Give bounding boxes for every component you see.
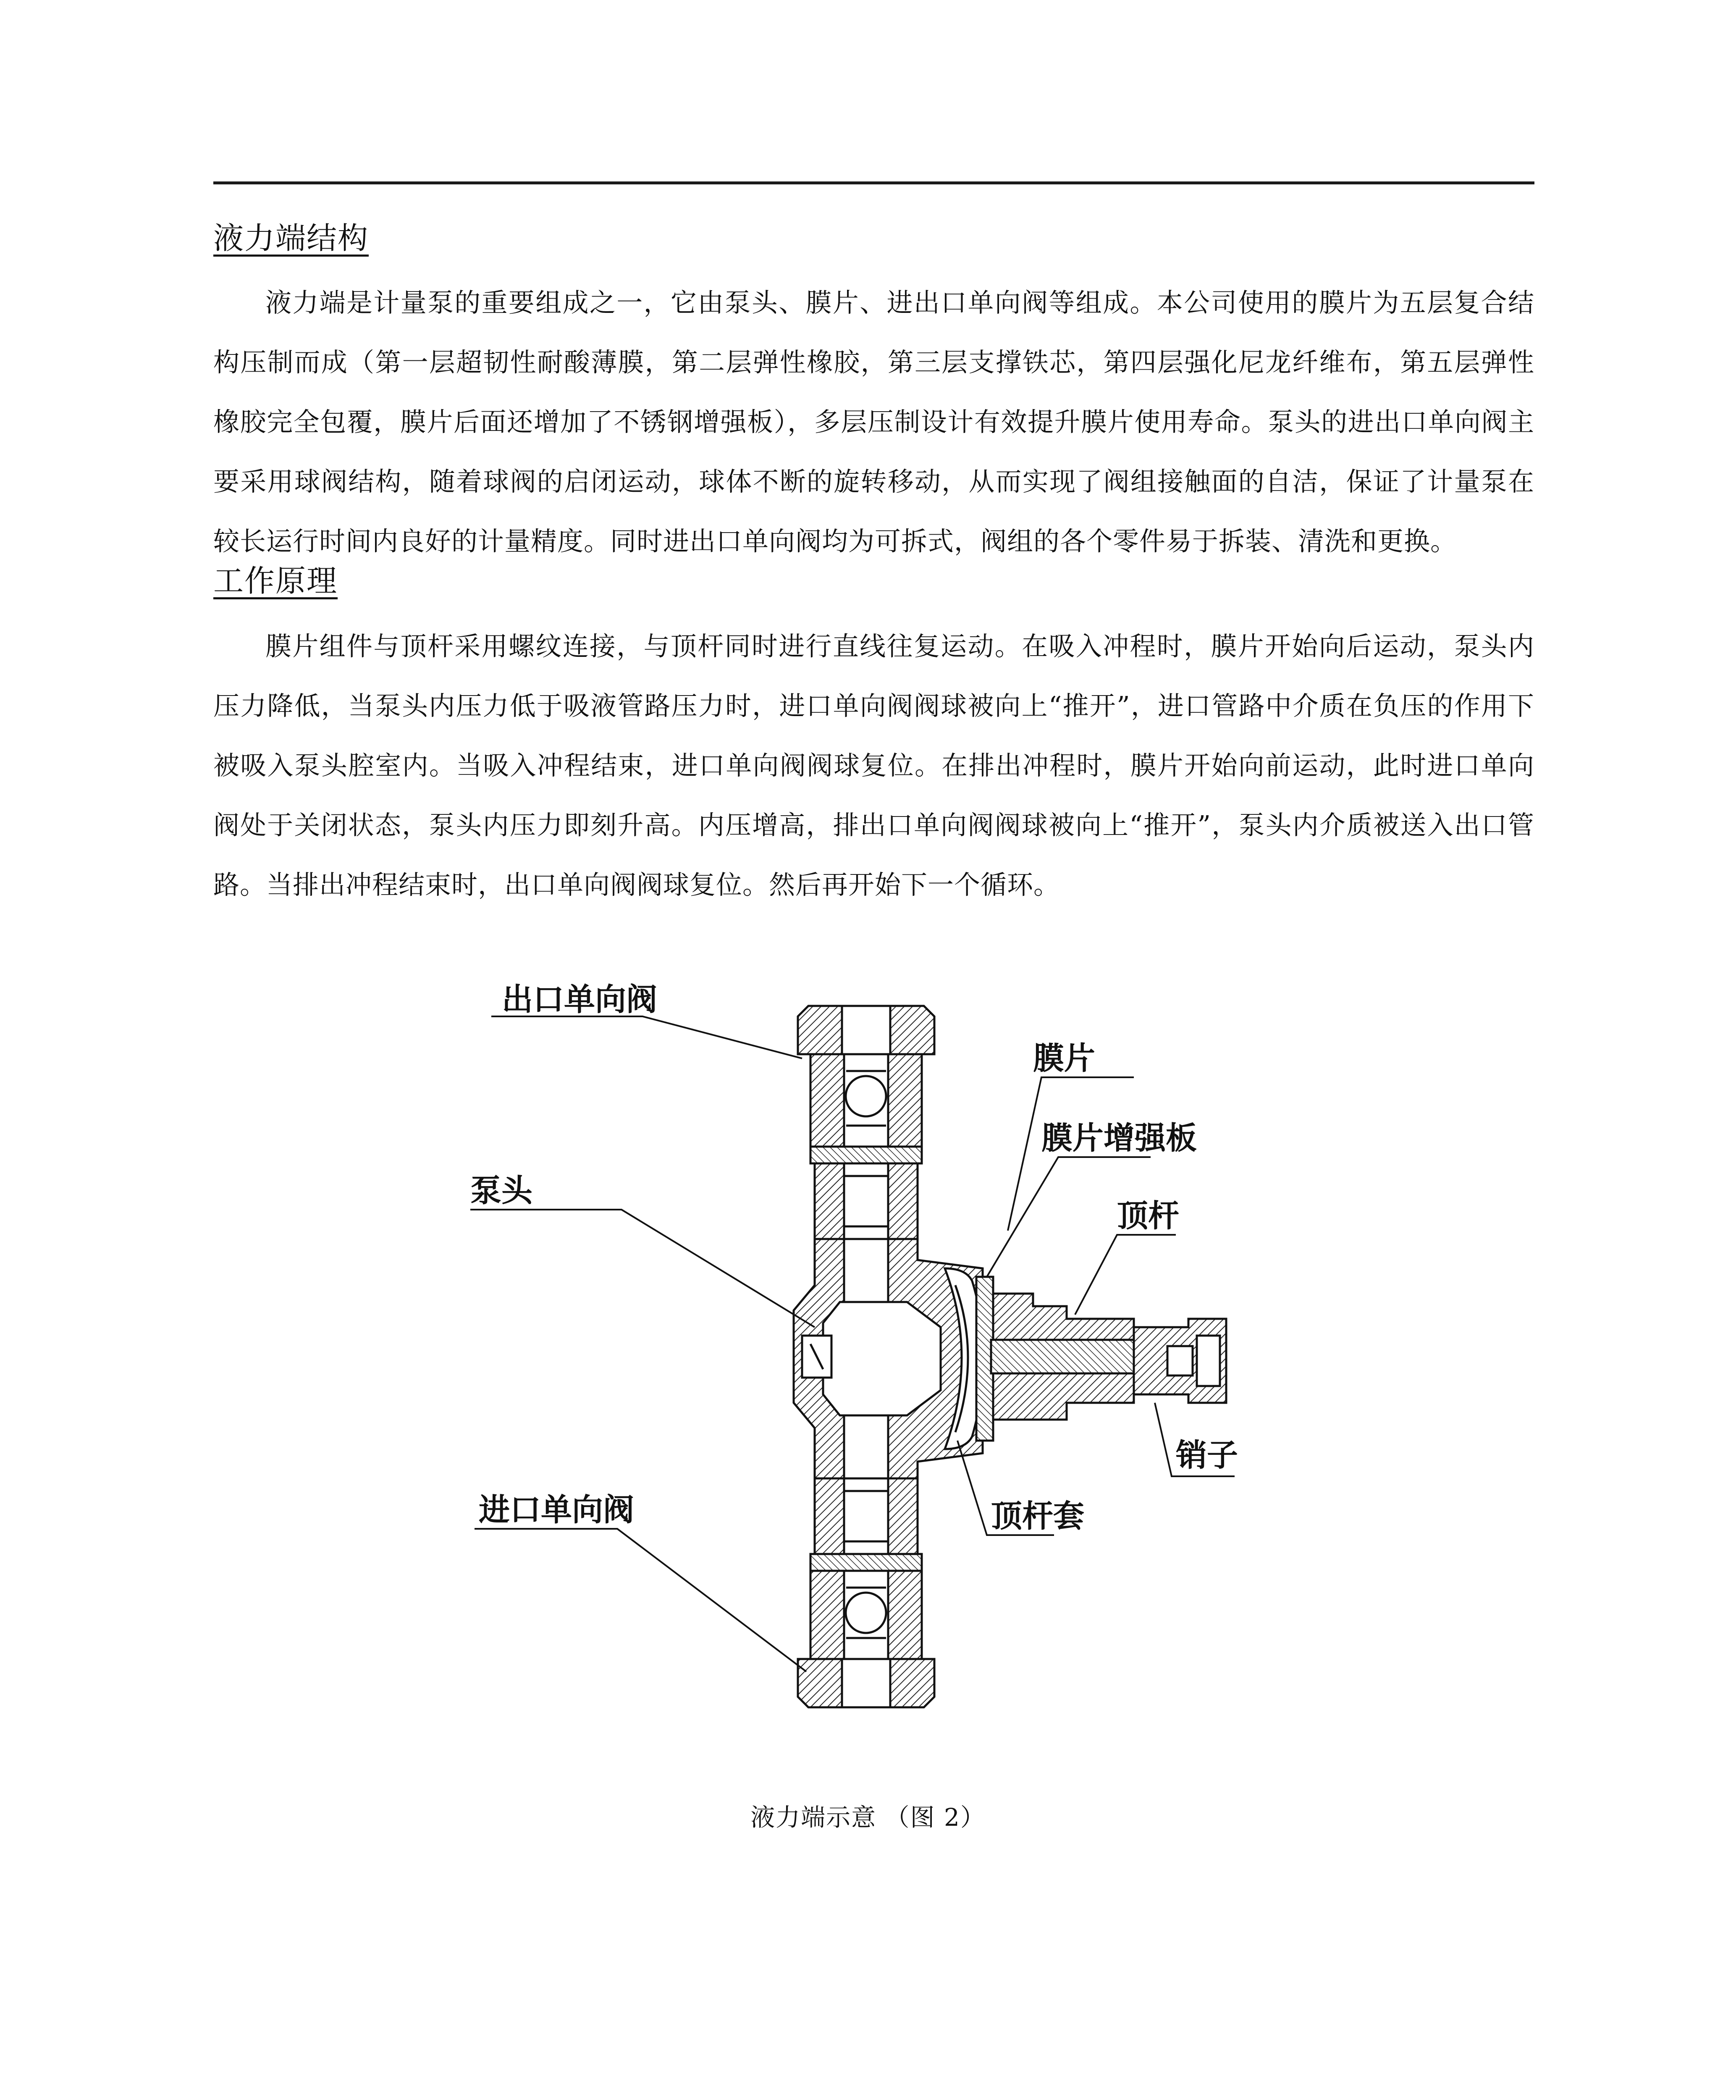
section-heading-structure: 液力端结构 — [213, 220, 369, 256]
section-heading-principle: 工作原理 — [213, 563, 338, 598]
figure-caption: 液力端示意 （图 2） — [750, 1803, 986, 1832]
label-pump-head: 泵头 — [470, 1173, 532, 1209]
header-rule — [213, 181, 1534, 184]
section-paragraph-structure: 液力端是计量泵的重要组成之一，它由泵头、膜片、进出口单向阀等组成。本公司使用的膜片为五层复合结构压制而成（第一层超韧性耐酸薄膜，第二层弹性橡胶，第三层支撑铁芯，第四层强化尼龙纤维布，第五层弹性橡胶完全包覆，膜片后面还增加了不锈钢增强板），多层压制设计有效提升膜片使用寿命。泵头的进出口单向阀主要采用球阀结构，随着球阀的启闭运动，球体不断的旋转移动，从而实现了阀组接触面的自洁，保证了计量泵在较长运行时间内良好的计量精度。同时进出口单向阀均为可拆式，阀组的各个零件易于拆装、清洗和更换。 — [213, 287, 1534, 556]
inlet-valve-drawing — [798, 1478, 934, 1707]
label-inlet-valve: 进口单向阀 — [479, 1492, 634, 1528]
hydraulic-end-diagram — [462, 958, 1285, 1772]
push-rod-drawing — [991, 1294, 1226, 1420]
label-outlet-valve: 出口单向阀 — [502, 982, 657, 1018]
label-push-rod: 顶杆 — [1117, 1198, 1179, 1234]
outlet-valve-drawing — [798, 1006, 934, 1239]
label-push-rod-sleeve: 顶杆套 — [991, 1498, 1084, 1534]
section-paragraph-principle: 膜片组件与顶杆采用螺纹连接，与顶杆同时进行直线往复运动。在吸入冲程时，膜片开始向后运动，泵头内压力降低，当泵头内压力低于吸液管路压力时，进口单向阀阀球被向上“推开”，进口管路中介质在负压的作用下被吸入泵头腔室内。当吸入冲程结束，进口单向阀阀球复位。在排出冲程时，膜片开始向前运动，此时进口单向阀处于关闭状态，泵头内压力即刻升高。内压增高，排出口单向阀阀球被向上“推开”，泵头内介质被送入出口管路。当排出冲程结束时，出口单向阀阀球复位。然后再开始下一个循环。 — [213, 631, 1534, 900]
label-diaphragm-plate: 膜片增强板 — [1041, 1120, 1197, 1156]
label-diaphragm: 膜片 — [1033, 1040, 1095, 1076]
label-pin: 销子 — [1176, 1437, 1238, 1473]
